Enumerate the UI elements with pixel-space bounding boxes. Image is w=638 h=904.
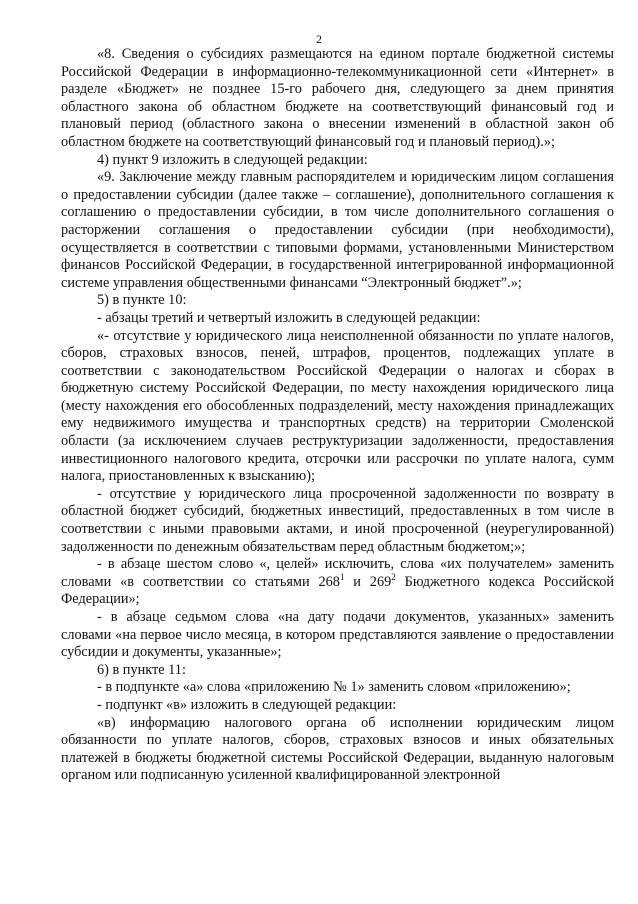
paragraph-subsidy-info: «8. Сведения о субсидиях размещаются на едином портале бюджетной системы Российской Федерации в информационно-телекоммуникационной сети «Интернет» в разделе «Бюджет» не позднее 15-го рабочего дня, следующего за днем принятия областного закона об областном бюджете на соответствующий финансовый год и плановый период (областного закона о внесении изменений в областной закон об областном бюджете на соответствующий финансовый год и плановый период).»; — [61, 46, 614, 150]
paragraph-no-tax-debt: «- отсутствие у юридического лица неисполненной обязанности по уплате налогов, сборов, страховых взносов, пеней, штрафов, процентов, подлежащих уплате в соответствии с законодательством Российской Федерации о налогах и сборах в бюджетную систему Российской Федерации, по месту нахождения юридического лица (месту нахождения его обособленных подразделений, месту нахождения принадлежащих ему недвижимого имущества и транспортных средств) на территории Смоленской области (за исключением случаев реструктуризации задолженности, предоставления инвестиционного налогового кредита, отсрочки или рассрочки по уплате налога, сумм налога, приостановленных к взысканию); — [61, 327, 614, 485]
abzac-six-text-middle: и 269 — [344, 573, 392, 590]
paragraph-item-5: 5) в пункте 10: — [97, 292, 187, 309]
paragraph-tax-authority-info: «в) информацию налогового органа об исполнении юридическим лицом обязанности по уплате налогов, сборов, страховых взносов и иных обязательных платежей в бюджеты бюджетной системы Российской Федерации, выданную налоговым органом или подписанную усиленной квалифицированной электронной — [61, 714, 614, 784]
paragraph-agreement: «9. Заключение между главным распорядителем и юридическим лицом соглашения о предоставлении субсидии (далее также – соглашение), дополнительного соглашения к соглашению о предоставлении субсидии, в том числе дополнительного соглашения о расторжении соглашения о предоставлении субсидии (при необходимости), осуществляется в соответствии с типовыми формами, установленными Министерством финансов Российской Федерации, в государственной интегрированной информационной системе управления общественными финансами “Электронный бюджет”.»; — [61, 169, 614, 291]
superscript-1: 1 — [339, 572, 345, 583]
document-body — [61, 46, 614, 785]
abzac-six-text-start: - в абзаце шестом слово «, целей» исключить, слова «их получателем» заменить словами «в соответствии со статьями 268 — [61, 556, 614, 590]
paragraph-abzac-seven: - в абзаце седьмом слова «на дату подачи документов, указанных» заменить словами «на первое число месяца, в котором представляются заявление о предоставлении субсидии и документы, указанные»; — [61, 609, 614, 661]
superscript-2: 2 — [391, 572, 396, 583]
paragraph-abzac-six — [61, 556, 614, 609]
paragraph-item-4: 4) пункт 9 изложить в следующей редакции: — [97, 151, 368, 168]
page-number: 2 — [316, 32, 322, 46]
abzac-six-text-end: Бюджетного кодекса Российской Федерации»; — [61, 573, 615, 608]
paragraph-subitem-a: - в подпункте «а» слова «приложению № 1» заменить словом «приложению»; — [97, 679, 571, 696]
paragraph-subitem-v: - подпункт «в» изложить в следующей редакции: — [97, 696, 397, 713]
paragraph-item-6: 6) в пункте 11: — [97, 661, 186, 678]
paragraph-no-overdue-debt: - отсутствие у юридического лица просроченной задолженности по возврату в областной бюджет субсидий, бюджетных инвестиций, предоставленных в том числе в соответствии с иными правовыми актами, и иной просроченной (неурегулированной) задолженности по денежным обязательствам перед областным бюджетом;»; — [61, 485, 614, 555]
paragraph-abzacy: - абзацы третий и четвертый изложить в следующей редакции: — [97, 309, 481, 326]
